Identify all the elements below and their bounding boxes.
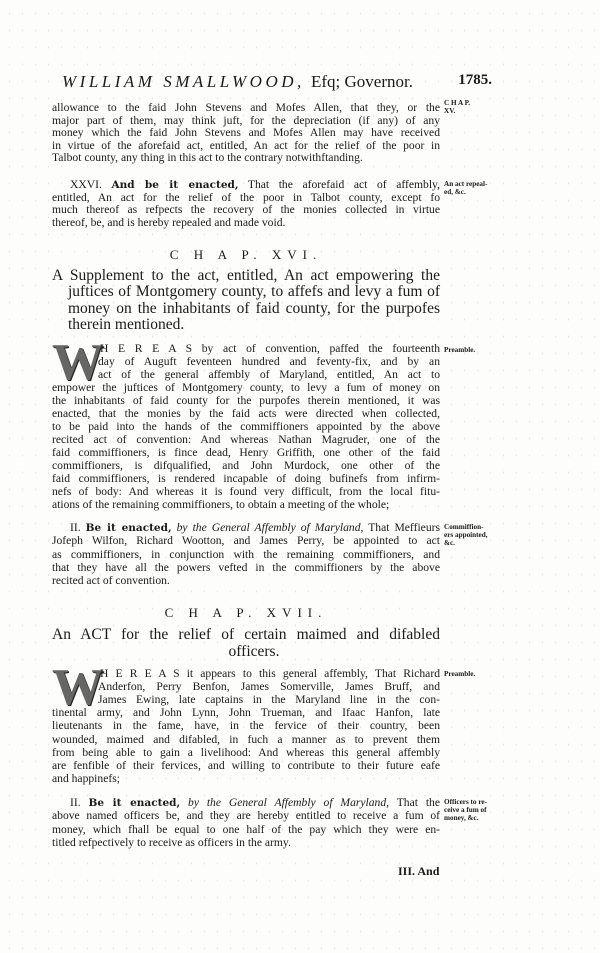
chapter-16-preamble-line: faid commiffioners, is rendered incapable of doing bufinefs from infirm- <box>52 472 440 485</box>
chapter-16-section-2-line: Jofeph Wilfon, Richard Wootton, and James Perry, be appointed to act <box>52 534 440 548</box>
chapter-17-preamble-line: lieutenants in the fame, have, in the fervice of their country, been <box>52 719 440 733</box>
chapter-16-preamble-line: nefs of body: And whereas it is found very difficult, from the local fitu- <box>52 485 440 498</box>
section-xxvi-paragraph-line <box>70 178 440 191</box>
chapter-16-heading: C H A P. XVI. <box>169 247 323 262</box>
chapter-17-title-line: An ACT for the relief of certain maimed and difabled <box>52 626 440 643</box>
chapter-16-preamble-line: the inhabitants of faid county for the purpofes therein mentioned, it was <box>52 394 440 407</box>
chapter-16-preamble-line: act of the general affembly of Maryland, entitled, An act to <box>98 368 440 381</box>
margin-note-repealed: An act repeal- <box>444 180 488 188</box>
chapter-16-title-line: therein mentioned. <box>68 315 185 333</box>
blackletter-phrase: Be it enacted, <box>88 797 181 809</box>
chapter-17-section-2-line: titled refpectively to receive as officers in the army. <box>52 836 291 850</box>
margin-note-repealed: ed, &c. <box>444 188 466 196</box>
chapter-17-preamble-line: and happinefs; <box>52 771 120 785</box>
chapter-16-preamble-line: recited act of convention: And whereas Nathan Magruder, one of the <box>52 433 440 446</box>
chapter-16-section-2-line <box>70 521 440 534</box>
chapter-16-section-2-line: that they have all the powers vefted in the commiffioners by the above <box>52 560 440 574</box>
chapter-16-preamble-line: H E R E A S by act of convention, paffed the fourteenth <box>100 342 440 355</box>
catchword: III. And <box>398 864 440 878</box>
chapter-16-section-2-line: recited act of convention. <box>52 574 170 588</box>
running-header <box>62 72 492 94</box>
text-run: by the General Affembly of Maryland, <box>180 796 390 809</box>
chapter-16-preamble-line: to be paid into the hands of the commiffioners appointed by the above <box>52 420 440 433</box>
continuation-paragraph-line: allowance to the faid John Stevens and Mofes Allen, that they, or the <box>52 101 440 114</box>
section-xxvi-paragraph-line: much thereof as refpects the recovery of the monies collected in virtue <box>52 203 440 217</box>
margin-note-officers: ceive a fum of <box>444 806 487 814</box>
chapter-17-heading: C H A P. XVII. <box>164 605 328 620</box>
chapter-16-preamble-line: empower the juftices of Montgomery county, to levy a fum of money on <box>52 381 440 394</box>
chapter-16-preamble-line: faid commiffioners, is fince dead, Henry Griffith, one other of the faid <box>52 446 440 459</box>
blackletter-phrase: And be it enacted, <box>111 179 239 191</box>
chapter-17-preamble-line: are fenfible of their fervices, and willing to contribute to their future eafe <box>52 758 440 772</box>
text-run: by the General Affembly of Maryland, <box>171 521 364 534</box>
margin-note-preamble: Preamble. <box>444 346 476 354</box>
margin-note-preamble: Preamble. <box>444 670 476 678</box>
margin-note-commissioners: &c. <box>444 539 455 547</box>
section-xxvi-paragraph-line: thereof, be, and is hereby repealed and made void. <box>52 216 286 230</box>
chapter-17-title-line: officers. <box>228 643 280 660</box>
margin-note-chapter: C H A P. <box>444 99 471 107</box>
header-governor-title: Efq; Governor. <box>311 72 413 91</box>
drop-cap-w: W <box>52 334 104 391</box>
continuation-paragraph-line: money which the faid John Stevens and Mofes Allen may have received <box>52 126 440 140</box>
text-run: That the <box>389 796 440 809</box>
chapter-17-preamble-line: James Ewing, late captains in the Maryland line in the con- <box>98 693 440 707</box>
continuation-paragraph-line: Talbot county, any thing in this act to the contrary notwithftanding. <box>52 151 363 165</box>
chapter-16-title-line: money on the inhabitants of faid county, for the purpofes <box>68 299 440 317</box>
chapter-16-title-line: A Supplement to the act, entitled, An act empowering the <box>52 267 440 284</box>
text-run: That the aforefaid act of affembly, <box>238 178 440 191</box>
margin-note-commissioners: ers appointed, <box>444 531 488 539</box>
section-xxvi-paragraph-line: entitled, An act for the relief of the poor in Talbot county, except fo <box>52 190 440 204</box>
chapter-17-preamble-line: Anderfon, Perry Benfon, James Somerville, James Bruff, and <box>98 680 440 694</box>
margin-note-chapter: XV. <box>444 107 456 115</box>
margin-note-commissioners: Commiffion- <box>444 523 484 531</box>
chapter-16-preamble-line: commiffioners, is difqualified, and John Murdock, one other of the <box>52 459 440 472</box>
continuation-paragraph-line: major part of them, may think juft, for the depreciation (if any) of any <box>52 113 440 127</box>
chapter-16-title-line: juftices of Montgomery county, to affefs and levy a fum of <box>68 283 440 301</box>
chapter-17-preamble-line: tinental army, and John Lynn, John Trueman, and Ifaac Hanfon, late <box>52 706 440 720</box>
text-run: II. <box>70 521 86 534</box>
blackletter-phrase: Be it enacted, <box>85 522 172 534</box>
margin-note-officers: money, &c. <box>444 814 479 822</box>
text-run: That Meffieurs <box>363 521 440 534</box>
chapter-16-preamble-line: day of Auguft feventeen hundred and feventy-fix, and by an <box>98 355 440 368</box>
header-year: 1785. <box>458 72 492 88</box>
header-governor-name: WILLIAM SMALLWOOD, <box>62 72 305 91</box>
margin-note-officers: Officers to re- <box>444 798 487 806</box>
text-run: II. <box>70 796 89 809</box>
continuation-paragraph-line: in virtue of the aforefaid act, entitled, An act for the relief of the poor in <box>52 138 440 152</box>
chapter-17-section-2-line: above named officers be, and they are hereby entitled to receive a fum of <box>52 809 440 823</box>
chapter-16-section-2-line: as commiffioners, in conjunction with the remaining commiffioners, and <box>52 547 440 561</box>
chapter-16-preamble-line: ations of the remaining commiffioners, to obtain a meeting of the whole; <box>52 498 390 511</box>
chapter-16-preamble-line: enacted, that the monies by the faid acts were directed when collected, <box>52 407 440 420</box>
chapter-17-section-2-line: money, which fhall be equal to one half of the pay which they were en- <box>52 822 440 836</box>
drop-cap-w: W <box>52 659 104 716</box>
chapter-17-section-2-line <box>70 796 440 809</box>
chapter-17-preamble-line: from being able to gain a livelihood: And whereas this general affembly <box>52 745 440 759</box>
text-run: XXVI. <box>70 178 112 191</box>
chapter-17-preamble-line: wounded, maimed and difabled, in fuch a manner as to prevent them <box>52 732 440 746</box>
chapter-17-preamble-line: H E R E A S it appears to this general affembly, That Richard <box>100 667 440 680</box>
